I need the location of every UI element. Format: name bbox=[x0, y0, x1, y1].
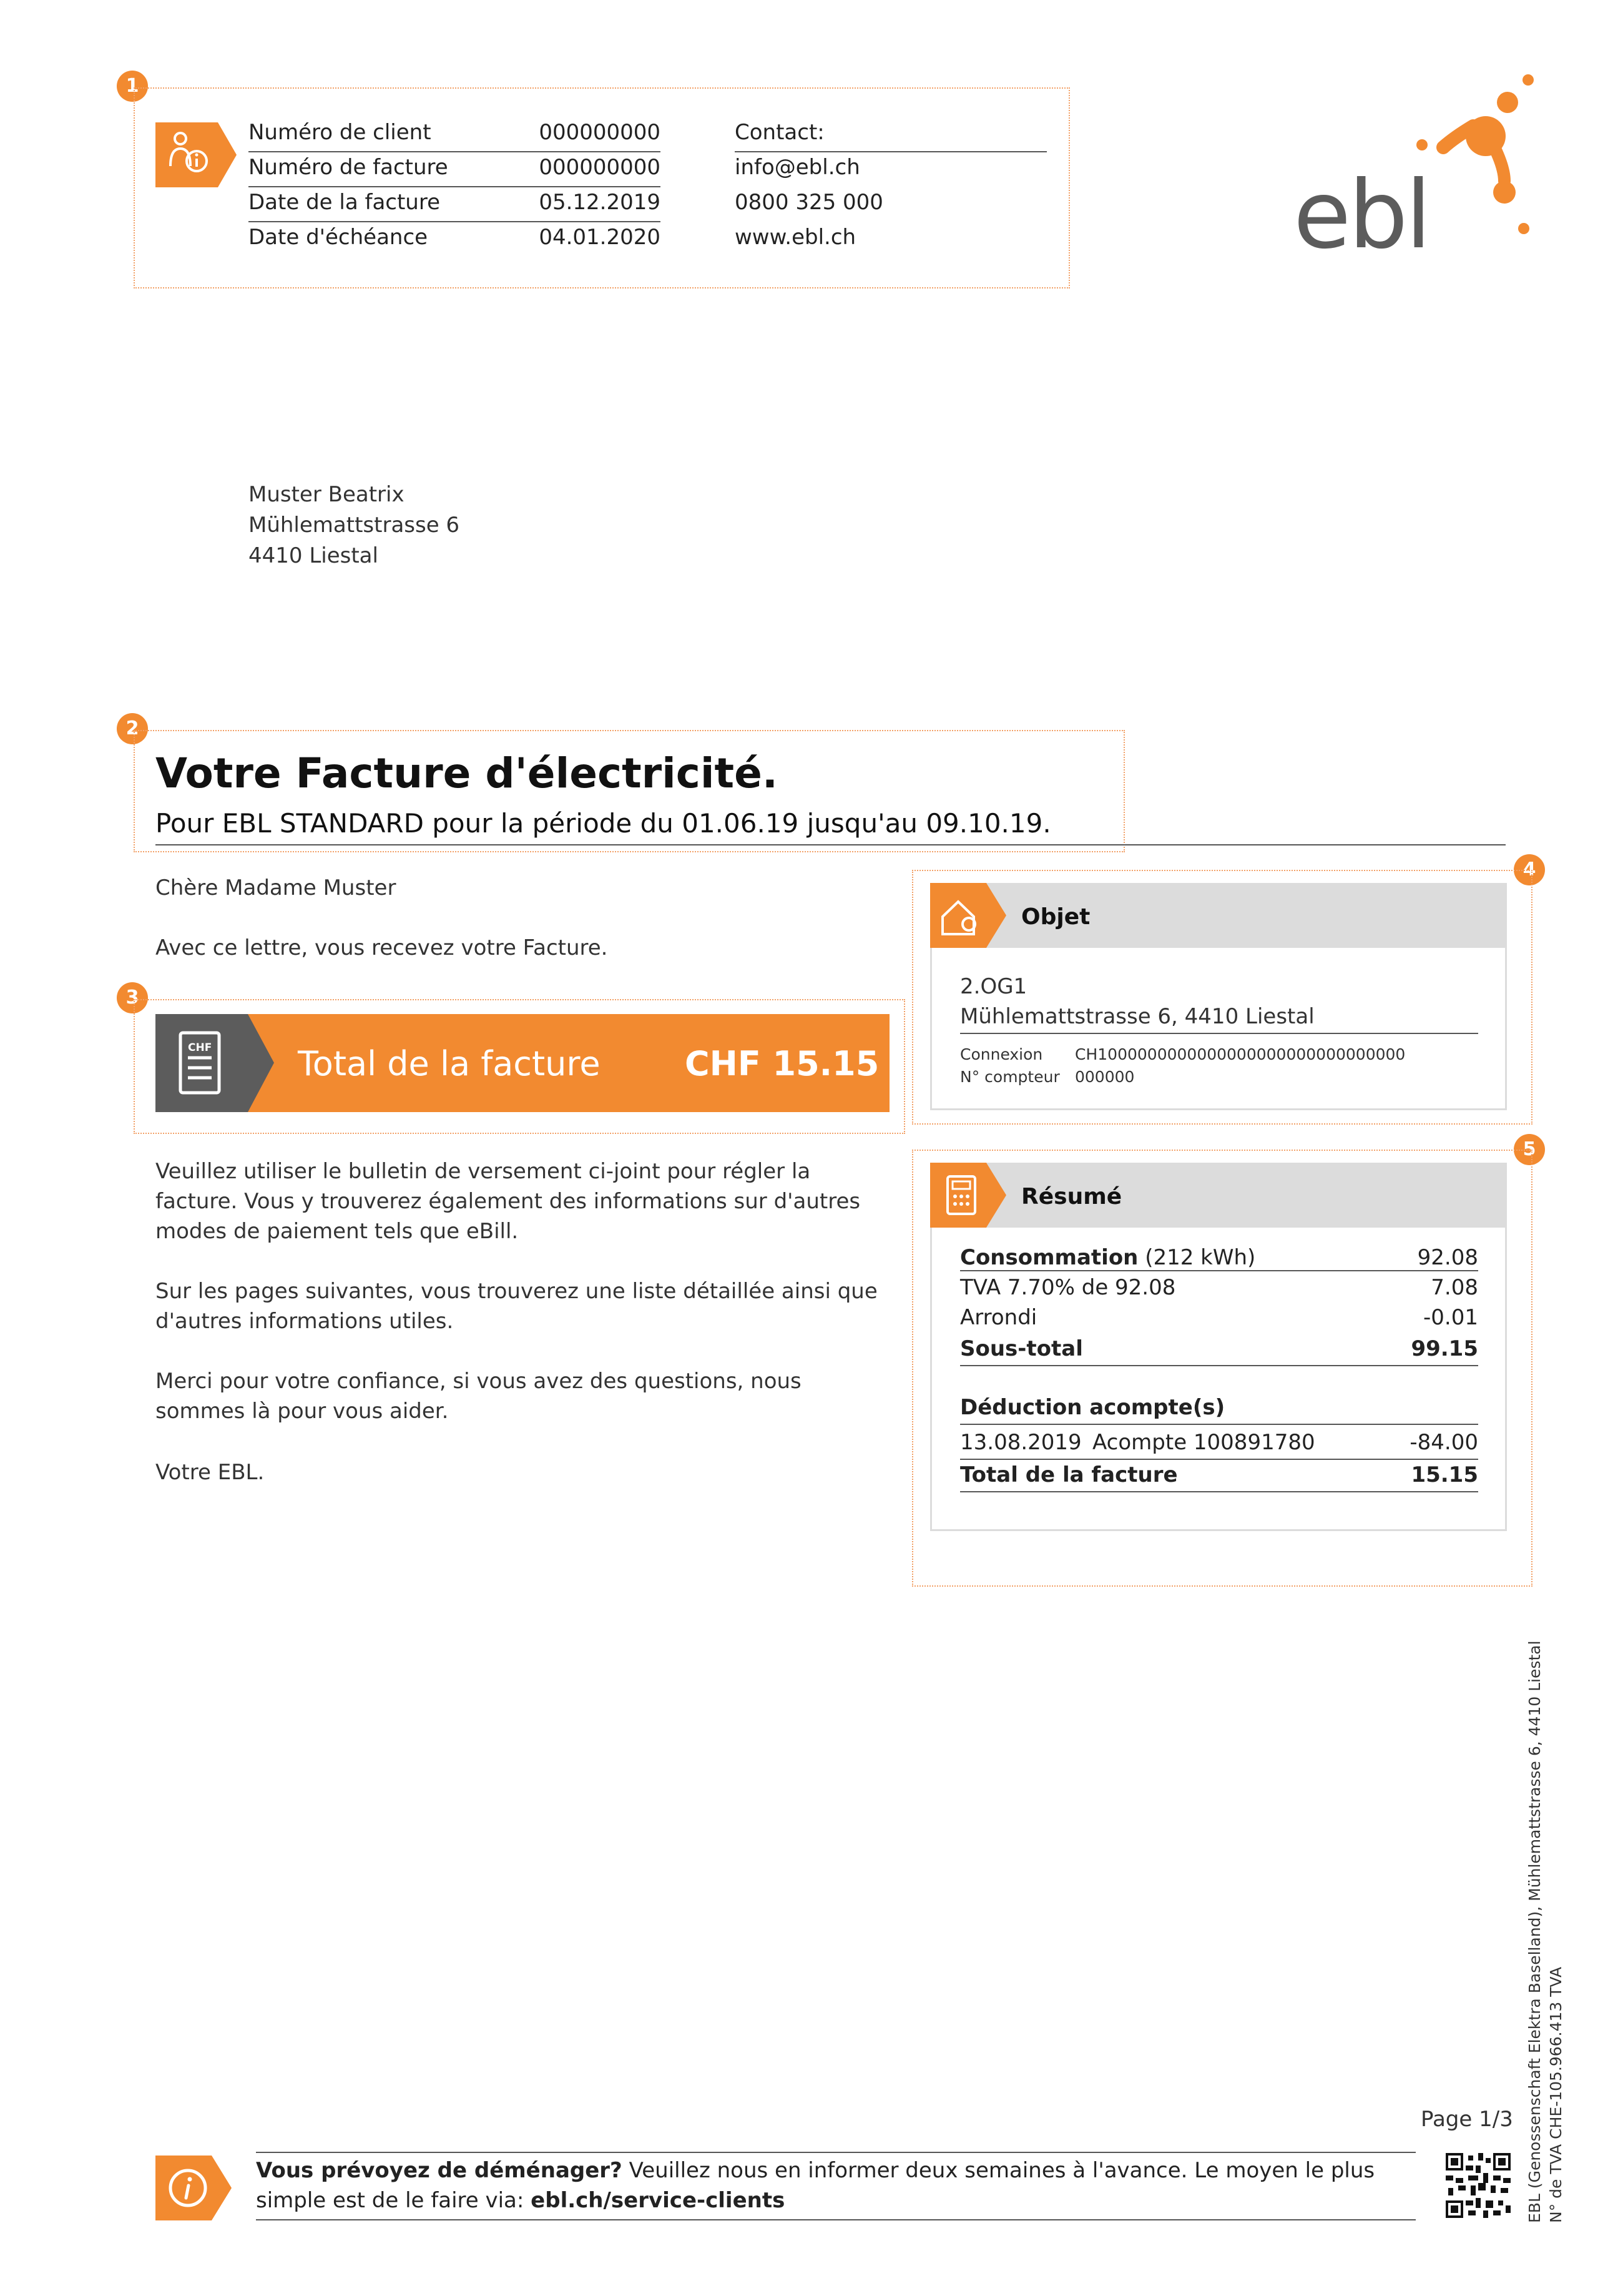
letter-p3-line2: sommes là pour vous aider. bbox=[155, 1399, 449, 1424]
contact-phone-row bbox=[735, 186, 1047, 221]
object-line1: 2.OG1 bbox=[960, 974, 1027, 999]
rounding-value: -0.01 bbox=[1423, 1305, 1478, 1330]
moving-notice-text2: simple est de le faire via: bbox=[256, 2188, 531, 2213]
letter-p2-line1: Sur les pages suivantes, vous trouverez une liste détaillée ainsi que bbox=[155, 1279, 878, 1304]
footer-rule-top bbox=[256, 2152, 1416, 2153]
contact-email-row bbox=[735, 151, 1047, 186]
footer-rule-bottom bbox=[256, 2219, 1416, 2220]
calculator-icon bbox=[948, 1176, 975, 1214]
moving-notice-line2 bbox=[256, 2185, 1416, 2215]
summary-table bbox=[960, 1243, 1478, 1505]
meter-value: 000000 bbox=[1075, 1068, 1135, 1086]
customer-info-icon bbox=[155, 122, 237, 187]
moving-notice bbox=[256, 2156, 1416, 2215]
invoice-title: Votre Facture d'électricité. bbox=[155, 749, 778, 797]
contact-email[interactable]: info@ebl.ch bbox=[735, 155, 860, 180]
invoice-date-row bbox=[248, 186, 660, 222]
company-side-text bbox=[1524, 1623, 1568, 2223]
company-side-line1: EBL (Genossenschaft Elektra Baselland), Mühlemattstrasse 6, 4410 Liestal bbox=[1526, 1640, 1544, 2223]
summary-row-deduction bbox=[960, 1427, 1478, 1460]
summary-row-deduction-heading bbox=[960, 1392, 1478, 1425]
moving-notice-bold: Vous prévoyez de déménager? bbox=[256, 2158, 622, 2183]
letter-p3-line1: Merci pour votre confiance, si vous avez des questions, nous bbox=[155, 1369, 802, 1394]
summary-title: Résumé bbox=[1021, 1184, 1122, 1210]
object-title: Objet bbox=[1021, 904, 1091, 930]
letter-p1-line2: facture. Vous y trouverez également des informations sur d'autres bbox=[155, 1189, 861, 1214]
subtotal-value: 99.15 bbox=[1411, 1336, 1478, 1361]
section-badge-1: 1 bbox=[117, 71, 148, 102]
letter-p1-line1: Veuillez utiliser le bulletin de versement ci-joint pour régler la bbox=[155, 1159, 811, 1184]
company-side-line2: N° de TVA CHE-105.966.413 TVA bbox=[1547, 1966, 1565, 2223]
summary-row-total bbox=[960, 1460, 1478, 1492]
summary-rule-1 bbox=[960, 1270, 1478, 1271]
client-number-row bbox=[248, 116, 660, 152]
contact-website[interactable]: www.ebl.ch bbox=[735, 225, 856, 250]
recipient-address bbox=[248, 480, 459, 571]
qr-code bbox=[1446, 2153, 1511, 2218]
object-card-header bbox=[930, 883, 1507, 948]
contact-label-row bbox=[735, 116, 1047, 152]
contact-label: Contact: bbox=[735, 120, 825, 145]
rounding-label: Arrondi bbox=[960, 1305, 1037, 1330]
section-badge-2: 2 bbox=[117, 713, 148, 744]
moving-notice-text: Veuillez nous en informer deux semaines à l'avance. Le moyen le plus bbox=[622, 2158, 1375, 2183]
deduction-date: 13.08.2019 bbox=[960, 1430, 1082, 1455]
contact-block bbox=[735, 116, 1047, 266]
connexion-label: Connexion bbox=[960, 1045, 1043, 1063]
info-icon bbox=[170, 2170, 207, 2208]
invoice-meta-table bbox=[248, 116, 660, 266]
section-badge-4: 4 bbox=[1514, 854, 1545, 885]
contact-website-row bbox=[735, 221, 1047, 256]
summary-row-subtotal bbox=[960, 1334, 1478, 1366]
section-badge-5: 5 bbox=[1514, 1134, 1545, 1165]
due-date-value: 04.01.2020 bbox=[539, 225, 660, 250]
deduction-label: Déduction acompte(s) bbox=[960, 1395, 1225, 1420]
letter-paragraph-3 bbox=[155, 1366, 802, 1426]
invoice-number-value: 000000000 bbox=[539, 155, 660, 180]
meter-label: N° compteur bbox=[960, 1068, 1060, 1086]
total-banner bbox=[155, 1014, 890, 1112]
letter-p1-line3: modes de paiement tels que eBill. bbox=[155, 1219, 519, 1244]
summary-total-label: Total de la facture bbox=[960, 1462, 1178, 1487]
letter-paragraph-2 bbox=[155, 1276, 878, 1336]
deduction-value: -84.00 bbox=[1410, 1430, 1478, 1455]
client-number-label: Numéro de client bbox=[248, 120, 431, 145]
moving-notice-line1 bbox=[256, 2156, 1416, 2185]
letter-greeting: Chère Madame Muster bbox=[155, 875, 396, 900]
due-date-label: Date d'échéance bbox=[248, 225, 428, 250]
invoice-subtitle: Pour EBL STANDARD pour la période du 01.06.19 jusqu'au 09.10.19. bbox=[155, 808, 1051, 839]
house-location-icon bbox=[941, 899, 979, 937]
vat-value: 7.08 bbox=[1431, 1275, 1478, 1300]
chf-invoice-icon: CHF bbox=[188, 1042, 212, 1054]
letter-intro: Avec ce lettre, vous recevez votre Facture. bbox=[155, 935, 608, 960]
title-rule bbox=[155, 844, 1506, 845]
total-banner-amount: CHF 15.15 bbox=[685, 1044, 880, 1083]
summary-total-value: 15.15 bbox=[1411, 1462, 1478, 1487]
contact-phone[interactable]: 0800 325 000 bbox=[735, 190, 883, 215]
letter-paragraph-1 bbox=[155, 1156, 860, 1246]
letter-p2-line2: d'autres informations utiles. bbox=[155, 1309, 454, 1334]
consumption-value: 92.08 bbox=[1417, 1245, 1478, 1270]
recipient-city: 4410 Liestal bbox=[248, 543, 378, 568]
connexion-value: CH1000000000000000000000000000000 bbox=[1075, 1045, 1406, 1063]
summary-row-vat bbox=[960, 1273, 1478, 1304]
vat-label: TVA 7.70% de 92.08 bbox=[960, 1275, 1176, 1300]
section-badge-3: 3 bbox=[117, 982, 148, 1013]
total-banner-label: Total de la facture bbox=[298, 1044, 601, 1083]
summary-row-consumption bbox=[960, 1243, 1478, 1274]
invoice-number-label: Numéro de facture bbox=[248, 155, 448, 180]
invoice-date-label: Date de la facture bbox=[248, 190, 440, 215]
consumption-label: Consommation bbox=[960, 1245, 1139, 1270]
recipient-street: Mühlemattstrasse 6 bbox=[248, 513, 460, 538]
subtotal-label: Sous-total bbox=[960, 1336, 1083, 1361]
recipient-name: Muster Beatrix bbox=[248, 482, 405, 507]
summary-row-rounding bbox=[960, 1303, 1478, 1334]
due-date-row bbox=[248, 221, 660, 256]
page-number: Page 1/3 bbox=[1421, 2107, 1513, 2132]
deduction-desc: Acompte 100891780 bbox=[1092, 1430, 1315, 1455]
service-clients-link[interactable]: ebl.ch/service-clients bbox=[531, 2188, 785, 2213]
invoice-date-value: 05.12.2019 bbox=[539, 190, 660, 215]
summary-card-header bbox=[930, 1163, 1507, 1228]
total-banner-grey-tab bbox=[155, 1014, 274, 1112]
client-number-value: 000000000 bbox=[539, 120, 660, 145]
ebl-logo-text: ebl bbox=[1293, 161, 1429, 270]
object-line2: Mühlemattstrasse 6, 4410 Liestal bbox=[960, 1004, 1478, 1034]
invoice-number-row bbox=[248, 151, 660, 187]
consumption-kwh: (212 kWh) bbox=[1145, 1245, 1256, 1270]
letter-signoff: Votre EBL. bbox=[155, 1460, 265, 1485]
